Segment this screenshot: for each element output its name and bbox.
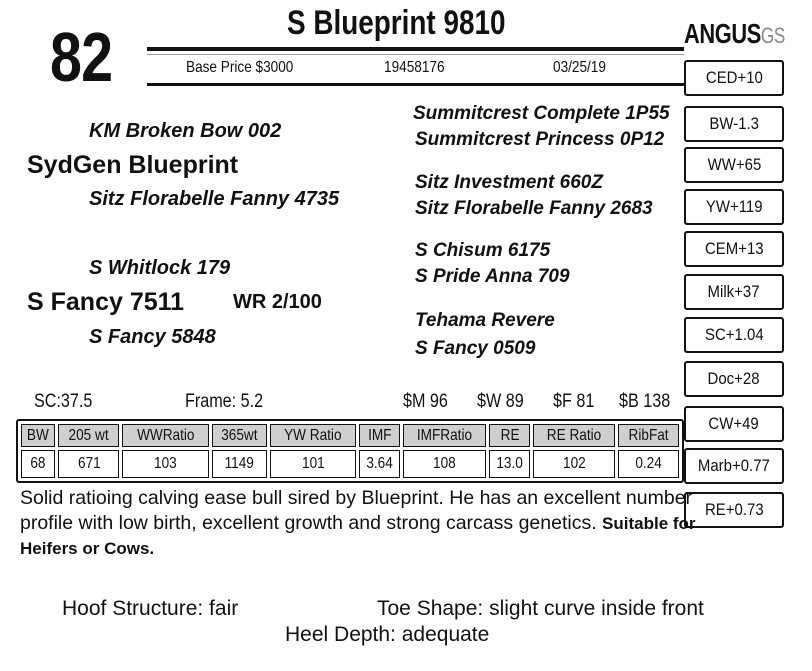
frame-score: Frame: 5.2 [185, 391, 264, 412]
table-cell: 1149 [212, 450, 267, 478]
dam-sire: S Whitlock 179 [89, 257, 231, 279]
epd-milk: Milk+37 [684, 274, 784, 310]
heel-depth: Heel Depth: adequate [285, 623, 490, 646]
info-rule [147, 83, 684, 86]
table-cell: 108 [403, 450, 486, 478]
toe-shape: Toe Shape: slight curve inside front [377, 597, 704, 620]
title-rule [147, 47, 684, 51]
index-w: $W 89 [477, 391, 524, 412]
description [20, 486, 700, 561]
epd-ww: WW+65 [684, 147, 784, 183]
table-header-row [21, 424, 679, 447]
sire-dam-dam: Sitz Florabelle Fanny 2683 [415, 198, 653, 219]
dam: S Fancy 7511 [27, 288, 185, 316]
sire-sire: KM Broken Bow 002 [89, 120, 282, 142]
sire: SydGen Blueprint [27, 151, 239, 179]
table-header-cell: BW [21, 424, 55, 447]
performance-table [16, 419, 684, 483]
table-header-cell: 205 wt [58, 424, 119, 447]
table-header-cell: IMF [359, 424, 400, 447]
table-cell: 13.0 [489, 450, 530, 478]
table-header-cell: WWRatio [122, 424, 208, 447]
table-header-cell: 365wt [212, 424, 267, 447]
lot-number: 82 [50, 18, 113, 96]
epd-re: RE+0.73 [684, 492, 784, 528]
dam-dam: S Fancy 5848 [89, 326, 216, 348]
registration-number: 19458176 [384, 59, 445, 76]
table-header-cell: RibFat [618, 424, 679, 447]
table-header-cell: RE [489, 424, 530, 447]
sire-sire-sire: Summitcrest Complete 1P55 [413, 103, 670, 124]
logo-main: ANGUS [684, 18, 761, 49]
title-rule-thin [147, 54, 684, 55]
table-cell: 68 [21, 450, 55, 478]
epd-bw: BW-1.3 [684, 106, 784, 142]
table-cell: 671 [58, 450, 119, 478]
logo-suffix: GS [760, 23, 785, 48]
epd-doc: Doc+28 [684, 361, 784, 397]
table-row [21, 450, 679, 478]
epd-yw: YW+119 [684, 189, 784, 225]
table-cell: 3.64 [359, 450, 400, 478]
dam-sire-sire: S Chisum 6175 [415, 240, 551, 261]
table-cell: 0.24 [618, 450, 679, 478]
dam-dam-dam: S Fancy 0509 [415, 338, 536, 359]
epd-ced: CED+10 [684, 60, 784, 96]
table-header-cell: RE Ratio [533, 424, 615, 447]
sire-dam-sire: Sitz Investment 660Z [415, 172, 603, 193]
dam-note: WR 2/100 [233, 291, 322, 313]
table-cell: 103 [122, 450, 208, 478]
index-b: $B 138 [619, 391, 671, 412]
hoof-structure: Hoof Structure: fair [62, 597, 239, 620]
dam-dam-sire: Tehama Revere [415, 310, 555, 331]
table-header-cell: YW Ratio [270, 424, 356, 447]
description-suitability: Suitable for Heifers or Cows. [20, 514, 696, 558]
index-m: $M 96 [403, 391, 448, 412]
base-price: Base Price $3000 [186, 59, 294, 76]
epd-sc: SC+1.04 [684, 317, 784, 353]
birth-date: 03/25/19 [553, 59, 606, 76]
table-cell: 101 [270, 450, 356, 478]
epd-cw: CW+49 [684, 406, 784, 442]
epd-marb: Marb+0.77 [684, 448, 784, 484]
description-text: Solid ratioing calving ease bull sired by Blueprint. He has an excellent number profile with low birth, excellent growth and strong carcass genetics. [20, 487, 693, 534]
table-header-cell: IMFRatio [403, 424, 486, 447]
sire-sire-dam: Summitcrest Princess 0P12 [415, 129, 665, 150]
dam-sire-dam: S Pride Anna 709 [415, 266, 570, 287]
sire-dam: Sitz Florabelle Fanny 4735 [89, 188, 340, 210]
epd-cem: CEM+13 [684, 231, 784, 267]
table-cell: 102 [533, 450, 615, 478]
angus-gs-logo [684, 20, 785, 48]
animal-name: S Blueprint 9810 [287, 4, 506, 42]
index-f: $F 81 [553, 391, 595, 412]
scrotal-circumference: SC:37.5 [34, 391, 93, 412]
